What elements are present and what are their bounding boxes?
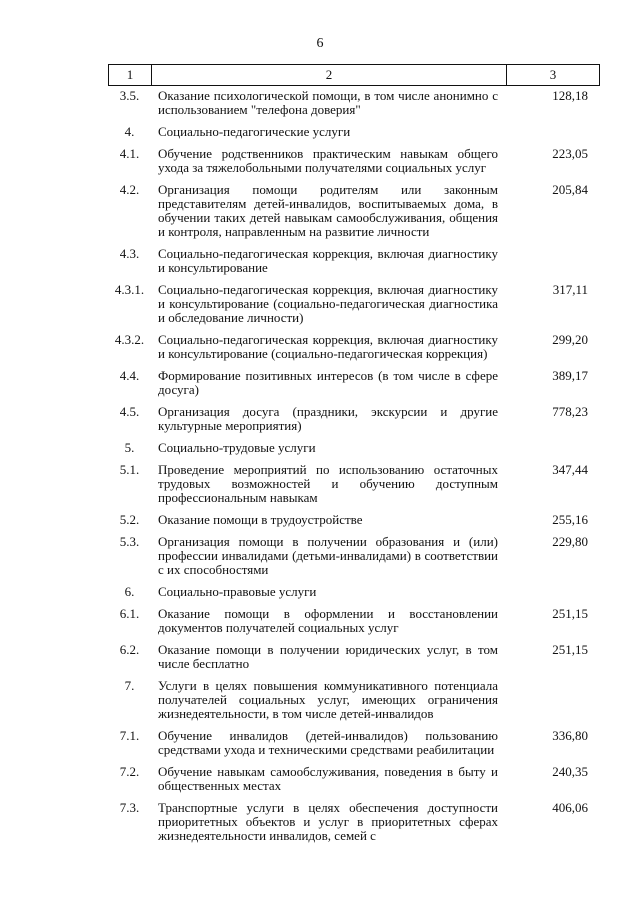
row-service-name: Транспортные услуги в целях обеспечения доступности приоритетных объектов и услуг в приоритетных сферах жизнедеятельности инвалидов, семей с	[158, 800, 498, 843]
row-number: 4.5.	[119, 404, 140, 419]
row-tariff-value: 240,35	[552, 764, 588, 779]
table-row	[108, 247, 600, 275]
row-tariff-value: 229,80	[552, 534, 588, 549]
row-service-name: Услуги в целях повышения коммуникативного потенциала получателей социальных услуг, имеющих ограничения жизнедеятельности, в том числе детей-инвалидов	[158, 678, 498, 721]
table-row	[108, 643, 600, 671]
table-row	[108, 585, 600, 599]
row-service-name: Обучение навыкам самообслуживания, поведения в быту и общественных местах	[158, 764, 498, 793]
row-tariff-value	[498, 679, 600, 721]
table-row	[108, 283, 600, 325]
row-service-name: Оказание психологической помощи, в том числе анонимно с использованием "телефона доверия"	[158, 88, 498, 117]
row-tariff-value	[498, 441, 600, 455]
row-tariff-value: 205,84	[552, 182, 588, 197]
row-number: 7.3.	[119, 800, 140, 815]
table-row	[108, 801, 600, 843]
row-number: 4.1.	[119, 146, 140, 161]
row-service-name: Проведение мероприятий по использованию остаточных трудовых возможностей и обучению доступным профессиональным навыкам	[158, 462, 498, 505]
row-number: 4.3.1.	[114, 282, 145, 297]
row-tariff-value	[498, 585, 600, 599]
row-tariff-value: 251,15	[552, 642, 588, 657]
row-tariff-value	[498, 125, 600, 139]
row-number: 7.	[124, 678, 135, 693]
row-tariff-value: 255,16	[552, 512, 588, 527]
table-row	[108, 147, 600, 175]
table-row	[108, 333, 600, 361]
table-row	[108, 765, 600, 793]
row-service-name: Организация помощи родителям или законным представителям детей-инвалидов, воспитываемых дома, в обучении таких детей навыкам самообслуживания, общения и контроля, направленным на развитие личности	[158, 182, 498, 239]
row-tariff-value: 389,17	[552, 368, 588, 383]
row-service-name: Обучение родственников практическим навыкам общего ухода за тяжелобольными получателями социальных услуг	[158, 146, 498, 175]
row-number: 6.1.	[119, 606, 140, 621]
table-row	[108, 463, 600, 505]
table-row	[108, 89, 600, 117]
row-service-name: Социально-педагогическая коррекция, включая диагностику и консультирование (социально-педагогическая коррекция)	[158, 332, 498, 361]
table-row	[108, 369, 600, 397]
header-col-3: 3	[549, 67, 557, 82]
row-tariff-value: 778,23	[552, 404, 588, 419]
row-number: 4.4.	[119, 368, 140, 383]
row-service-name: Организация досуга (праздники, экскурсии и другие культурные мероприятия)	[158, 404, 498, 433]
row-service-name: Оказание помощи в трудоустройстве	[158, 512, 363, 527]
row-number: 6.2.	[119, 642, 140, 657]
row-service-name: Оказание помощи в оформлении и восстановлении документов получателей социальных услуг	[158, 606, 498, 635]
table-row	[108, 405, 600, 433]
row-number: 5.	[124, 440, 135, 455]
page-number: 6	[316, 36, 324, 51]
row-service-name: Социально-трудовые услуги	[158, 440, 316, 455]
row-tariff-value: 251,15	[552, 606, 588, 621]
row-tariff-value: 299,20	[552, 332, 588, 347]
row-number: 5.3.	[119, 534, 140, 549]
row-number: 4.3.2.	[114, 332, 145, 347]
row-service-name: Обучение инвалидов (детей-инвалидов) пользованию средствами ухода и техническими средствами реабилитации	[158, 728, 498, 757]
header-col-1: 1	[109, 65, 152, 85]
row-number: 6.	[124, 584, 135, 599]
row-number: 7.1.	[119, 728, 140, 743]
row-number: 7.2.	[119, 764, 140, 779]
row-service-name: Оказание помощи в получении юридических услуг, в том числе бесплатно	[158, 642, 498, 671]
row-number: 5.2.	[119, 512, 140, 527]
row-tariff-value: 406,06	[552, 800, 588, 815]
row-service-name: Социально-педагогические услуги	[158, 124, 351, 139]
row-service-name: Социально-педагогическая коррекция, включая диагностику и консультирование	[158, 246, 498, 275]
row-tariff-value: 317,11	[552, 282, 588, 297]
table-row	[108, 679, 600, 721]
table-row	[108, 729, 600, 757]
row-number: 5.1.	[119, 462, 140, 477]
row-tariff-value: 347,44	[552, 462, 588, 477]
row-tariff-value: 336,80	[552, 728, 588, 743]
table-row	[108, 535, 600, 577]
row-service-name: Формирование позитивных интересов (в том числе в сфере досуга)	[158, 368, 498, 397]
table-row	[108, 607, 600, 635]
row-service-name: Организация помощи в получении образования и (или) профессии инвалидами (детьми-инвалидами) в соответствии с их способностями	[158, 534, 498, 577]
row-tariff-value	[498, 247, 600, 275]
row-tariff-value: 128,18	[552, 88, 588, 103]
table-row	[108, 183, 600, 239]
table-row	[108, 125, 600, 139]
header-col-2: 2	[152, 65, 507, 85]
row-number: 4.	[124, 124, 135, 139]
table-row	[108, 513, 600, 527]
row-service-name: Социально-правовые услуги	[158, 584, 317, 599]
table-header	[108, 64, 600, 86]
table-body	[108, 89, 600, 851]
row-number: 3.5.	[119, 88, 140, 103]
row-tariff-value: 223,05	[552, 146, 588, 161]
table-row	[108, 441, 600, 455]
row-number: 4.3.	[119, 246, 140, 261]
row-number: 4.2.	[119, 182, 140, 197]
row-service-name: Социально-педагогическая коррекция, включая диагностику и консультирование (социально-педагогическая диагностика и обследование личности)	[158, 282, 498, 325]
